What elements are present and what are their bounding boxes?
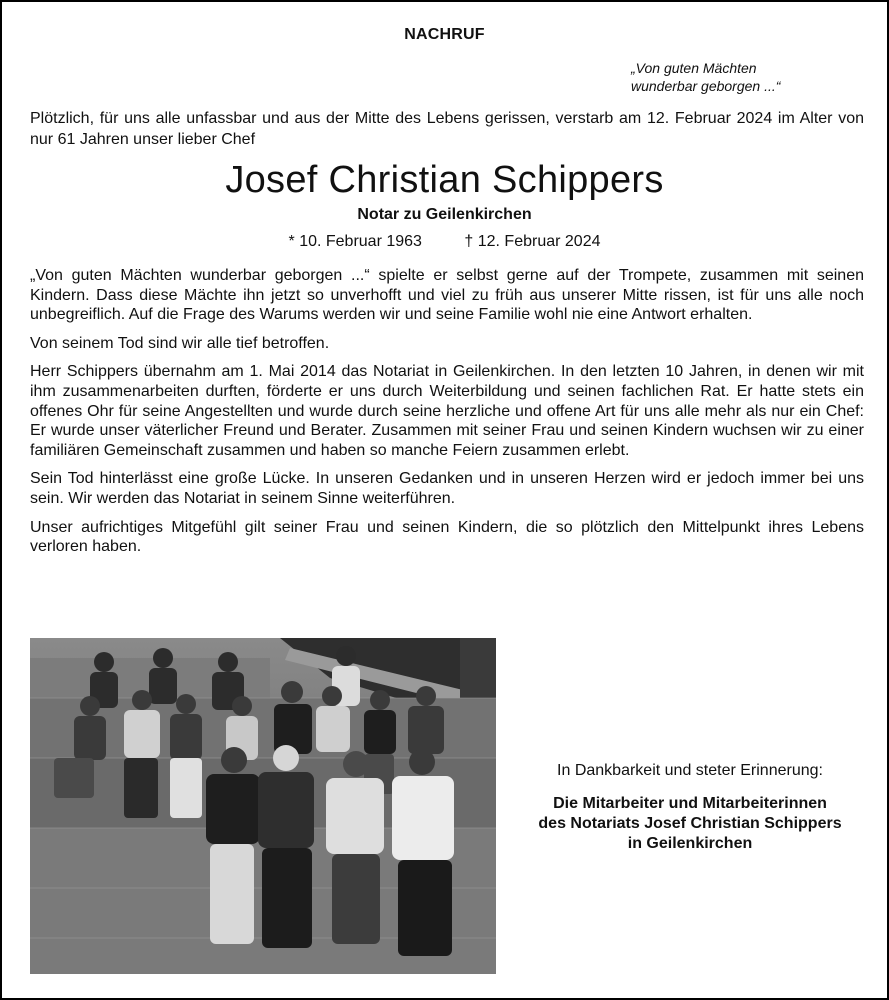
signer-line: Die Mitarbeiter und Mitarbeiterinnen (553, 795, 827, 812)
life-dates (2, 233, 887, 251)
motto-quote (631, 59, 861, 95)
notice-heading: NACHRUF (404, 26, 485, 43)
signer-line: des Notariats Josef Christian Schippers (538, 815, 842, 832)
paragraph: Unser aufrichtiges Mitgefühl gilt seiner Frau und seinen Kindern, die so plötzlich den Mittelpunkt ihres Lebens verloren haben. (30, 518, 864, 556)
paragraph: Sein Tod hinterlässt eine große Lücke. In unseren Gedanken und in unseren Herzen wird er jedoch immer bei uns sein. Wir werden das Notariat in seinem Sinne weiterführen. (30, 470, 864, 507)
closing-thanks: In Dankbarkeit und steter Erinnerung: (557, 762, 823, 779)
intro-text: Plötzlich, für uns alle unfassbar und aus der Mitte des Lebens gerissen, verstarb am 12. Februar 2024 im Alter von nur 61 Jahren unser lieber Chef (30, 110, 864, 148)
motto-line-1: „Von guten Mächten (631, 60, 757, 76)
signers-block (512, 794, 868, 854)
signer-line: in Geilenkirchen (627, 835, 753, 852)
paragraph: Von seinem Tod sind wir alle tief betroffen. (30, 334, 330, 352)
death-date: † 12. Februar 2024 (464, 233, 601, 250)
obituary-body (30, 266, 864, 566)
deceased-name: Josef Christian Schippers (225, 159, 664, 201)
paragraph: „Von guten Mächten wunderbar geborgen ...“ spielte er selbst gerne auf der Trompete, zusammen mit seinen Kindern. Dass diese Mächte ihn jetzt so unverhofft und viel zu früh aus unserer Mitte rissen, ist für uns alle noch unbegreiflich. Auf die Frage des Warums werden wir und seine Familie wohl nie eine Antwort erhalten. (30, 267, 864, 324)
paragraph: Herr Schippers übernahm am 1. Mai 2014 das Notariat in Geilenkirchen. In den letzten 10 Jahren, in denen wir mit ihm zusammenarbeiten durften, förderte er uns durch Weiterbildung und seinen fachlichen Rat. Er hatte stets ein offenes Ohr für seine Angestellten und wurde durch seine herzliche und offene Art für uns alle mehr als nur ein Chef: Er wurde unser väterlicher Freund und Berater. Zusammen mit seiner Frau und seinen Kindern wuchsen wir zu einer familiären Gemeinschaft zusammen und haben so manche Feiern zusammen erlebt. (30, 363, 864, 459)
deceased-title: Notar zu Geilenkirchen (357, 206, 532, 223)
group-photo-illustration (30, 638, 496, 974)
team-group-photo (30, 638, 496, 974)
motto-line-2: wunderbar geborgen ...“ (631, 78, 781, 94)
birth-date: * 10. Februar 1963 (288, 233, 422, 250)
